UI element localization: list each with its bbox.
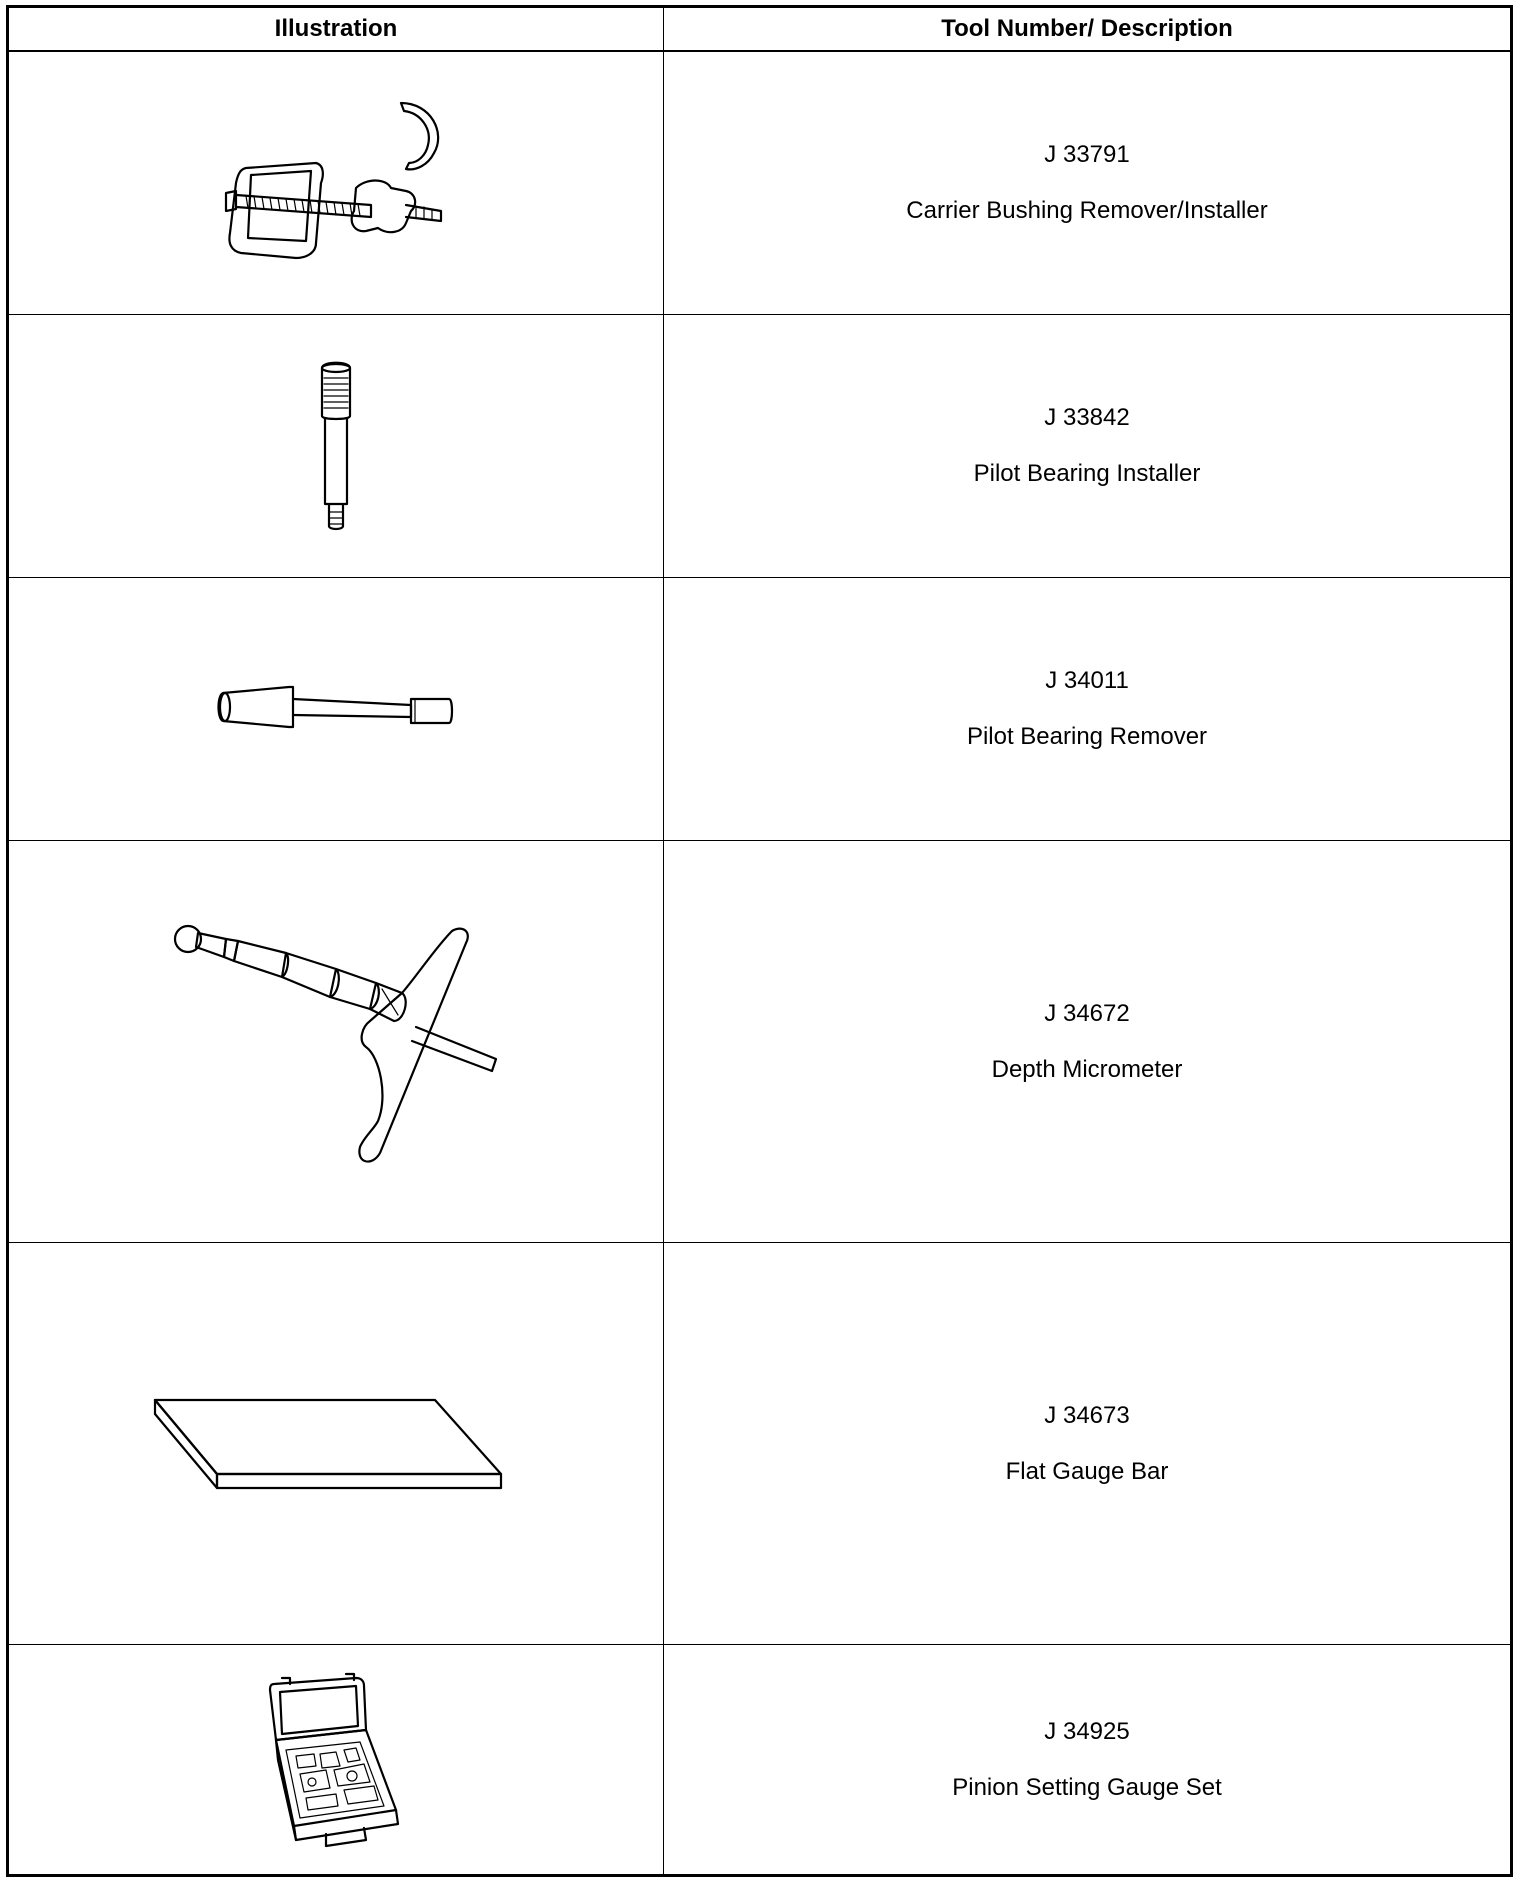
tool-description: Pilot Bearing Installer	[973, 460, 1201, 487]
depth-micrometer-icon	[166, 917, 506, 1167]
tool-number: J 34011	[1045, 667, 1129, 694]
header-illustration: Illustration	[274, 15, 398, 42]
tool-description: Carrier Bushing Remover/Installer	[906, 197, 1268, 224]
illustration-cell	[9, 1243, 663, 1644]
tool-description: Pilot Bearing Remover	[966, 723, 1208, 750]
tool-description: Flat Gauge Bar	[1005, 1457, 1169, 1485]
table-row	[9, 578, 1510, 841]
tool-number: J 33791	[1044, 141, 1130, 168]
flat-gauge-bar-icon	[151, 1384, 521, 1504]
tool-description: Pinion Setting Gauge Set	[952, 1773, 1222, 1801]
pilot-bearing-remover-icon	[211, 679, 461, 739]
tool-description-cell	[664, 52, 1510, 314]
tool-table	[6, 5, 1513, 1877]
table-row	[9, 1243, 1510, 1645]
table-row	[9, 1645, 1510, 1874]
tool-description-cell	[664, 578, 1510, 840]
tool-number: J 34925	[1044, 1717, 1130, 1745]
illustration-cell	[9, 578, 663, 840]
tool-number: J 33842	[1044, 404, 1130, 431]
illustration-cell	[9, 841, 663, 1242]
illustration-cell	[9, 52, 663, 314]
tool-description-cell	[664, 315, 1510, 577]
gauge-set-case-icon	[256, 1670, 416, 1850]
tool-description-cell	[664, 1645, 1510, 1874]
table-row	[9, 315, 1510, 578]
pilot-bearing-installer-icon	[306, 356, 366, 536]
header-tool-description: Tool Number/ Description	[941, 15, 1233, 42]
tool-number: J 34673	[1044, 1401, 1130, 1429]
illustration-cell	[9, 1645, 663, 1874]
tool-number: J 34672	[1044, 999, 1130, 1027]
table-header	[9, 8, 1510, 52]
tool-description: Depth Micrometer	[991, 1055, 1183, 1083]
bushing-remover-installer-icon	[206, 93, 466, 273]
illustration-cell	[9, 315, 663, 577]
table-row	[9, 52, 1510, 315]
tool-description-cell	[664, 841, 1510, 1242]
tool-description-cell	[664, 1243, 1510, 1644]
table-row	[9, 841, 1510, 1243]
